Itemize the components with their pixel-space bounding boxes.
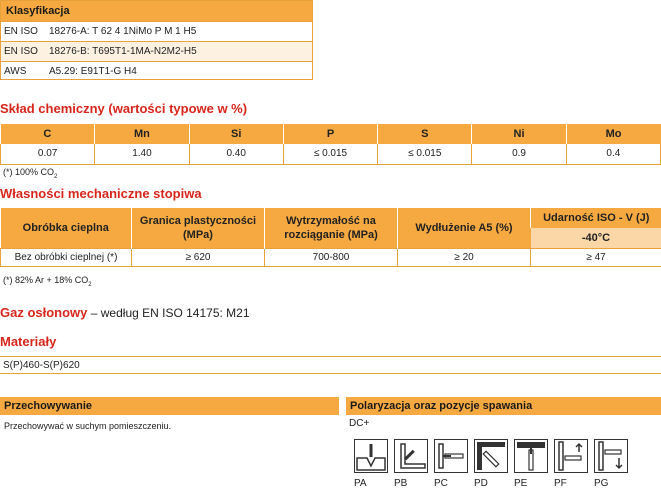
- position-label: PA: [354, 478, 367, 489]
- position-label: PE: [514, 478, 528, 489]
- mechanical-value: ≥ 620: [132, 248, 265, 266]
- position-label: PB: [394, 478, 408, 489]
- footnote-text: (*) 100% CO: [3, 167, 55, 177]
- element-header: Ni: [472, 124, 566, 144]
- materials-title: Materiały: [0, 334, 57, 349]
- mechanical-properties-table: [0, 208, 661, 267]
- polarity-current: DC+: [349, 418, 370, 429]
- footnote-subscript: 2: [88, 281, 92, 288]
- classification-standard: EN ISO: [4, 26, 38, 37]
- position-pa-icon: [354, 439, 388, 473]
- element-header: Mn: [95, 124, 189, 144]
- element-value: ≤ 0.015: [283, 144, 377, 164]
- element-value: 0.4: [566, 144, 660, 164]
- storage-box: [0, 397, 339, 498]
- position-label: PG: [594, 478, 609, 489]
- welding-position-icons: [354, 439, 628, 473]
- storage-title: Przechowywanie: [0, 397, 339, 415]
- position-pc-icon: [434, 439, 468, 473]
- shielding-gas-title: Gaz osłonowy: [0, 305, 88, 320]
- chemical-footnote: [3, 167, 57, 180]
- mechanical-value: ≥ 20: [398, 248, 531, 266]
- position-label: PD: [474, 478, 488, 489]
- chemical-composition-table: [0, 124, 661, 165]
- shielding-gas-text: – według EN ISO 14175: M21: [90, 306, 250, 320]
- welding-position-labels: [354, 478, 628, 489]
- position-pf-icon: [554, 439, 588, 473]
- heat-treatment-header: Obróbka cieplna: [1, 208, 132, 248]
- footnote-subscript: 2: [54, 173, 58, 180]
- tensile-strength-header: Wytrzymałość na rozciąganie (MPa): [265, 208, 398, 248]
- classification-value: A5.29: E91T1-G H4: [49, 66, 137, 77]
- position-pe-icon: [514, 439, 548, 473]
- classification-row: [1, 41, 312, 61]
- position-pd-icon: [474, 439, 508, 473]
- position-label: PF: [554, 478, 567, 489]
- mechanical-value: ≥ 47: [531, 248, 661, 266]
- classification-row: [1, 61, 312, 81]
- element-header: Si: [189, 124, 283, 144]
- mechanical-properties-title: Własności mechaniczne stopiwa: [0, 186, 202, 201]
- element-header: Mo: [566, 124, 660, 144]
- element-value: ≤ 0.015: [378, 144, 472, 164]
- impact-temperature: -40°C: [531, 228, 661, 248]
- yield-strength-header: Granica plastyczności (MPa): [132, 208, 265, 248]
- position-pg-icon: [594, 439, 628, 473]
- element-value: 0.9: [472, 144, 566, 164]
- classification-value: 18276-B: T695T1-1MA-N2M2-H5: [49, 46, 197, 57]
- footnote-text: (*) 82% Ar + 18% CO: [3, 275, 89, 285]
- position-label: PC: [434, 478, 448, 489]
- position-pb-icon: [394, 439, 428, 473]
- impact-header: Udarność ISO - V (J): [531, 208, 661, 228]
- element-header: S: [378, 124, 472, 144]
- element-value: 0.40: [189, 144, 283, 164]
- classification-title: Klasyfikacja: [1, 1, 312, 21]
- polarity-title: Polaryzacja oraz pozycje spawania: [346, 397, 661, 415]
- chemical-composition-title: Skład chemiczny (wartości typowe w %): [0, 101, 248, 116]
- materials-value: S(P)460-S(P)620: [0, 356, 661, 374]
- classification-standard: EN ISO: [4, 46, 38, 57]
- mechanical-value: Bez obróbki cieplnej (*): [1, 248, 132, 266]
- element-value: 1.40: [95, 144, 189, 164]
- polarity-box: [346, 397, 661, 498]
- classification-standard: AWS: [4, 66, 27, 77]
- storage-text: Przechowywać w suchym pomieszczeniu.: [4, 421, 172, 431]
- mechanical-footnote: [3, 275, 92, 288]
- elongation-header: Wydłużenie A5 (%): [398, 208, 531, 248]
- shielding-gas: [0, 305, 250, 320]
- element-value: 0.07: [1, 144, 95, 164]
- classification-row: [1, 21, 312, 41]
- classification-value: 18276-A: T 62 4 1NiMo P M 1 H5: [49, 26, 197, 37]
- element-header: C: [1, 124, 95, 144]
- mechanical-value: 700-800: [265, 248, 398, 266]
- element-header: P: [283, 124, 377, 144]
- classification-box: [0, 0, 313, 80]
